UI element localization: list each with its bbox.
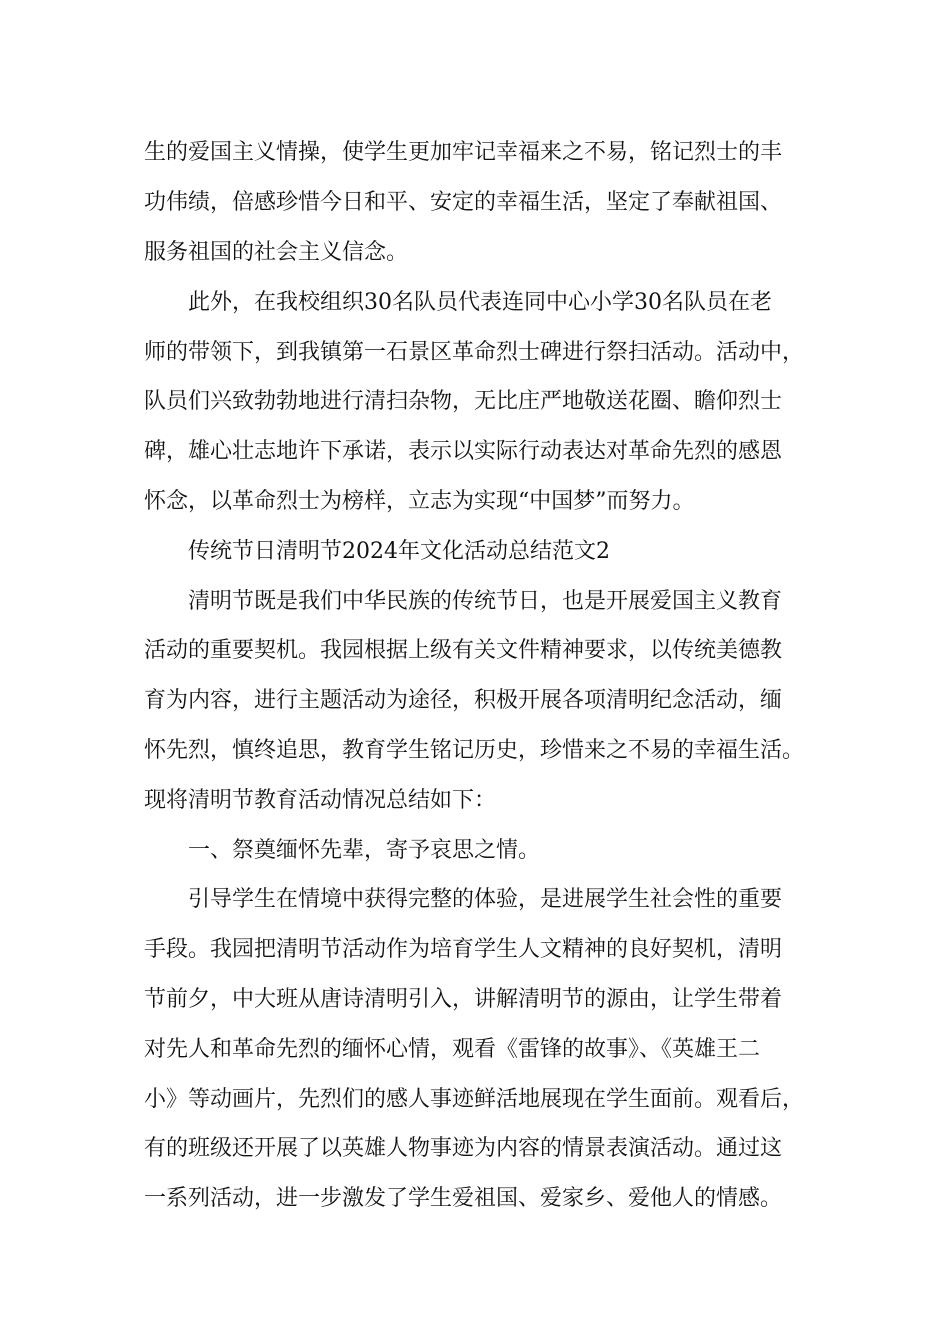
text-line-19: 对先人和革命先烈的缅怀心情，观看《雷锋的故事》、《英雄王二 (144, 1037, 761, 1062)
text-line-2: 功伟绩，倍感珍惜今日和平、安定的幸福生活，坚定了奉献祖国、 (144, 190, 783, 215)
text-line-6: 队员们兴致勃勃地进行清扫杂物，无比庄严地敬送花圈、瞻仰烈士 (144, 389, 783, 414)
text-line-12: 育为内容，进行主题活动为途径，积极开展各项清明纪念活动，缅 (144, 688, 783, 713)
text-line-14: 现将清明节教育活动情况总结如下： (144, 788, 497, 813)
text-line-7: 碑，雄心壮志地许下承诺，表示以实际行动表达对革命先烈的感恩 (144, 439, 783, 464)
text-line-16: 引导学生在情境中获得完整的体验，是进展学生社会性的重要 (144, 887, 783, 912)
text-line-11: 活动的重要契机。我园根据上级有关文件精神要求，以传统美德教 (144, 638, 783, 663)
subheading-1: 一、祭奠缅怀先辈，寄予哀思之情。 (144, 838, 541, 863)
text-line-20: 小》等动画片，先烈们的感人事迹鲜活地展现在学生面前。观看后， (144, 1087, 805, 1112)
text-line-5: 师的带领下，到我镇第一石景区革命烈士碑进行祭扫活动。活动中， (144, 340, 805, 365)
text-line-13: 怀先烈，慎终追思，教育学生铭记历史，珍惜来之不易的幸福生活。 (144, 738, 805, 763)
text-line-22: 一系列活动，进一步激发了学生爱祖国、爱家乡、爱他人的情感。 (144, 1186, 783, 1211)
section-title: 传统节日清明节2024年文化活动总结范文2 (144, 539, 610, 564)
text-line-10: 清明节既是我们中华民族的传统节日，也是开展爱国主义教育 (144, 589, 783, 614)
text-line-1: 生的爱国主义情操，使学生更加牢记幸福来之不易，铭记烈士的丰 (144, 140, 783, 165)
text-line-17: 手段。我园把清明节活动作为培育学生人文精神的良好契机，清明 (144, 937, 783, 962)
text-line-21: 有的班级还开展了以英雄人物事迹为内容的情景表演活动。通过这 (144, 1136, 783, 1161)
text-line-3: 服务祖国的社会主义信念。 (144, 240, 409, 265)
text-line-18: 节前夕，中大班从唐诗清明引入，讲解清明节的源由，让学生带着 (144, 987, 783, 1012)
text-line-8: 怀念，以革命烈士为榜样，立志为实现“中国梦”而努力。 (144, 489, 695, 514)
text-line-4: 此外，在我校组织30名队员代表连同中心小学30名队员在老 (144, 290, 772, 315)
